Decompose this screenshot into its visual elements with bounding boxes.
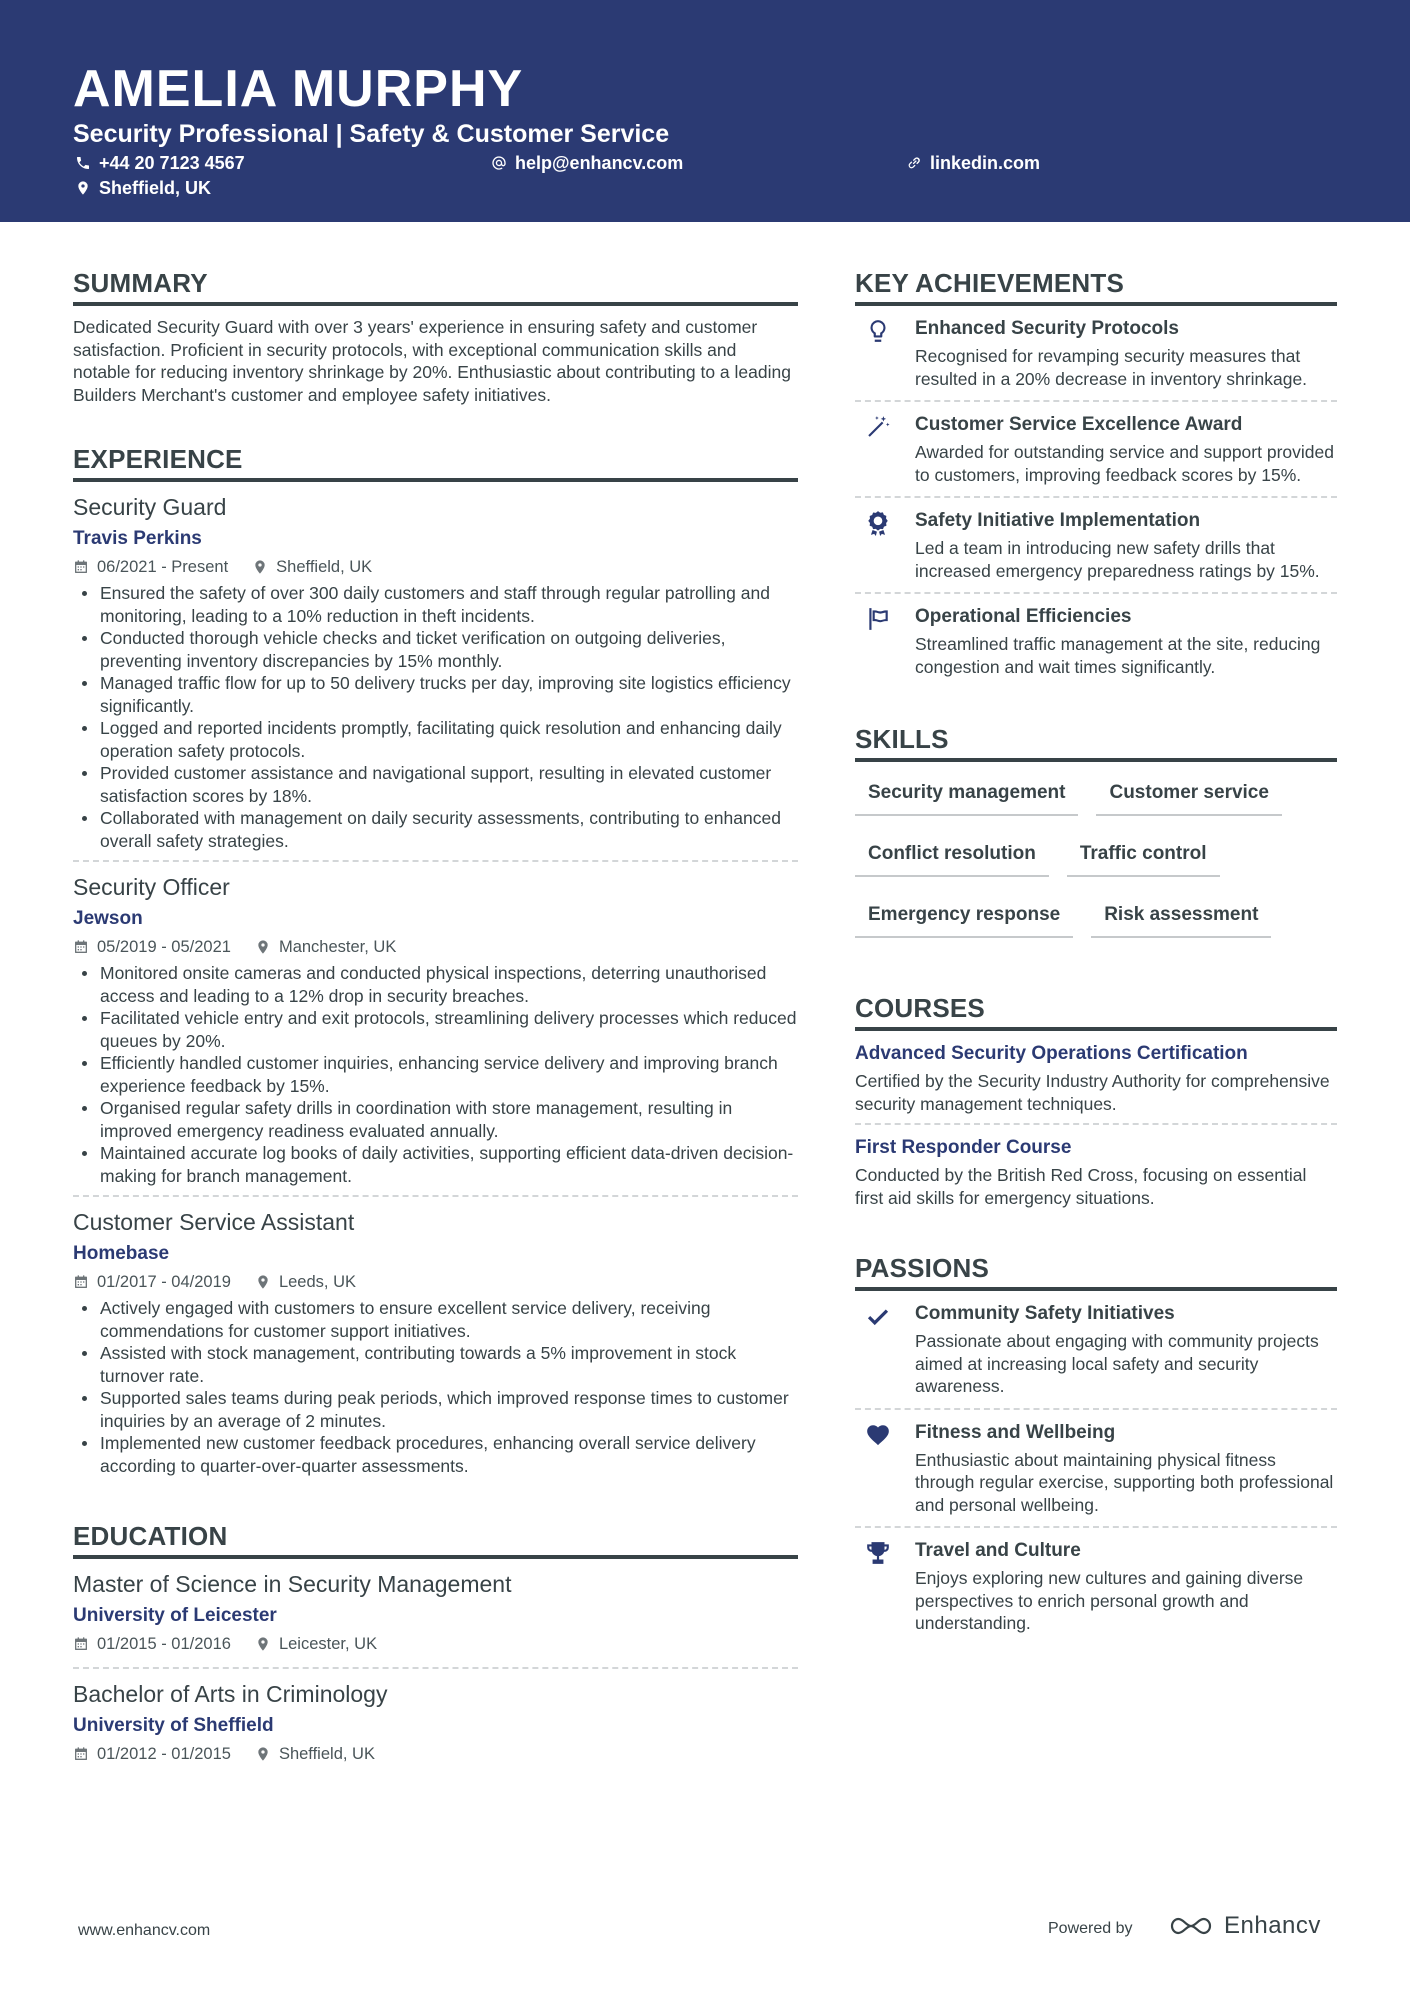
passion-item bbox=[855, 1538, 1337, 1645]
bullet-item: Organised regular safety drills in coordination with store management, resulting in improved emergency readiness evaluated annually. bbox=[73, 1097, 798, 1142]
bullet-item: Facilitated vehicle entry and exit protocols, streamlining delivery processes which reduced queues by 20%. bbox=[73, 1007, 798, 1052]
link-icon bbox=[906, 155, 922, 171]
job-location: Manchester, UK bbox=[278, 938, 397, 956]
email-contact[interactable] bbox=[491, 151, 683, 175]
location-pin-icon bbox=[255, 1274, 271, 1290]
courses-heading: COURSES bbox=[855, 991, 1337, 1031]
lightbulb-icon bbox=[865, 318, 891, 344]
passion-item bbox=[855, 1420, 1337, 1529]
checkmark-icon bbox=[865, 1303, 891, 1329]
phone-icon bbox=[75, 155, 91, 171]
phone-number: +44 20 7123 4567 bbox=[99, 153, 245, 173]
job-title: Security Guard bbox=[73, 494, 227, 520]
summary-heading: SUMMARY bbox=[73, 266, 798, 306]
at-icon bbox=[491, 155, 507, 171]
flag-icon bbox=[865, 606, 891, 632]
course-text: Conducted by the British Red Cross, focusing on essential first aid skills for emergency situations. bbox=[855, 1165, 1307, 1208]
skill-tag: Risk assessment bbox=[1091, 896, 1271, 938]
bullet-item: Implemented new customer feedback procedures, enhancing overall service delivery according to quarter-over-quarter assessments. bbox=[73, 1432, 798, 1477]
candidate-name: AMELIA MURPHY bbox=[73, 60, 524, 118]
achievement-item bbox=[855, 412, 1337, 498]
education-entry bbox=[73, 1569, 798, 1669]
bullet-item: Assisted with stock management, contributing towards a 5% improvement in stock turnover rate. bbox=[73, 1342, 798, 1387]
left-column bbox=[73, 266, 798, 1787]
enhancv-logo-icon bbox=[1168, 1914, 1214, 1938]
achievement-text: Led a team in introducing new safety drills that increased emergency preparedness ratings by 15%. bbox=[915, 538, 1320, 581]
passion-text: Enjoys exploring new cultures and gaining diverse perspectives to enrich personal growth and understanding. bbox=[915, 1568, 1304, 1633]
achievement-item bbox=[855, 604, 1337, 688]
course-title: Advanced Security Operations Certification bbox=[855, 1043, 1248, 1064]
course-title: First Responder Course bbox=[855, 1137, 1072, 1158]
job-entry bbox=[73, 492, 798, 862]
bullet-item: Efficiently handled customer inquiries, enhancing service delivery and improving branch experience feedback by 15%. bbox=[73, 1052, 798, 1097]
magic-wand-icon bbox=[865, 414, 891, 440]
heart-icon bbox=[865, 1422, 891, 1448]
job-location: Sheffield, UK bbox=[276, 558, 373, 576]
achievement-title: Operational Efficiencies bbox=[915, 606, 1132, 627]
location-pin-icon bbox=[252, 559, 268, 575]
linkedin-url: linkedin.com bbox=[930, 153, 1041, 173]
passions-heading: PASSIONS bbox=[855, 1251, 1337, 1291]
achievement-title: Customer Service Excellence Award bbox=[915, 414, 1243, 435]
passion-title: Community Safety Initiatives bbox=[915, 1303, 1175, 1324]
achievements-heading: KEY ACHIEVEMENTS bbox=[855, 266, 1337, 306]
job-bullets bbox=[73, 582, 798, 852]
location-text: Sheffield, UK bbox=[99, 178, 212, 198]
job-bullets bbox=[73, 1297, 798, 1477]
job-bullets bbox=[73, 962, 798, 1187]
experience-heading: EXPERIENCE bbox=[73, 442, 798, 482]
right-column bbox=[855, 266, 1337, 1645]
summary-text: Dedicated Security Guard with over 3 years' experience in ensuring safety and customer satisfaction. Proficient in security protocols, with exceptional communication skills and notable for reducing inventory shrinkage by 20%. Enthusiastic about contributing to a leading Builders Merchant's customer and employee safety initiatives. bbox=[73, 317, 791, 405]
calendar-icon bbox=[73, 1636, 89, 1652]
linkedin-contact[interactable] bbox=[906, 151, 1040, 175]
bullet-item: Collaborated with management on daily security assessments, contributing to enhanced overall safety strategies. bbox=[73, 807, 798, 852]
bullet-item: Maintained accurate log books of daily activities, supporting efficient data-driven decision-making for branch management. bbox=[73, 1142, 798, 1187]
calendar-icon bbox=[73, 1274, 89, 1290]
education-dates: 01/2015 - 01/2016 bbox=[97, 1635, 231, 1653]
job-meta bbox=[73, 556, 798, 578]
passion-text: Passionate about engaging with community projects aimed at increasing local safety and security awareness. bbox=[915, 1331, 1319, 1396]
company-name: Homebase bbox=[73, 1243, 170, 1264]
passion-item bbox=[855, 1301, 1337, 1410]
job-entry bbox=[73, 872, 798, 1197]
bullet-item: Logged and reported incidents promptly, facilitating quick resolution and enhancing daily operation safety protocols. bbox=[73, 717, 798, 762]
award-ribbon-icon bbox=[865, 510, 891, 536]
job-title: Customer Service Assistant bbox=[73, 1209, 355, 1235]
phone-contact[interactable] bbox=[75, 151, 245, 175]
education-dates: 01/2012 - 01/2015 bbox=[97, 1745, 231, 1763]
degree-title: Master of Science in Security Management bbox=[73, 1571, 512, 1597]
location-pin-icon bbox=[255, 1636, 271, 1652]
education-heading: EDUCATION bbox=[73, 1519, 798, 1559]
skill-tag: Traffic control bbox=[1067, 835, 1220, 877]
bullet-item: Conducted thorough vehicle checks and ticket verification on outgoing deliveries, preventing inventory discrepancies by 15% monthly. bbox=[73, 627, 798, 672]
company-name: Travis Perkins bbox=[73, 528, 202, 549]
school-name: University of Sheffield bbox=[73, 1715, 274, 1736]
bullet-item: Managed traffic flow for up to 50 delivery trucks per day, improving site logistics efficiency significantly. bbox=[73, 672, 798, 717]
skill-tag: Security management bbox=[855, 774, 1078, 816]
achievement-title: Safety Initiative Implementation bbox=[915, 510, 1201, 531]
course-item bbox=[855, 1135, 1337, 1217]
skills-heading: SKILLS bbox=[855, 722, 1337, 762]
calendar-icon bbox=[73, 559, 89, 575]
school-name: University of Leicester bbox=[73, 1605, 277, 1626]
achievement-title: Enhanced Security Protocols bbox=[915, 318, 1179, 339]
bullet-item: Ensured the safety of over 300 daily customers and staff through regular patrolling and monitoring, leading to a 10% reduction in theft incidents. bbox=[73, 582, 798, 627]
passion-title: Travel and Culture bbox=[915, 1540, 1081, 1561]
candidate-title: Security Professional | Safety & Customer Service bbox=[73, 120, 670, 148]
job-dates: 06/2021 - Present bbox=[97, 558, 229, 576]
education-location: Leicester, UK bbox=[278, 1635, 378, 1653]
course-text: Certified by the Security Industry Authority for comprehensive security management techniques. bbox=[855, 1071, 1330, 1114]
brand-logo[interactable] bbox=[1168, 1912, 1321, 1940]
location-pin-icon bbox=[75, 180, 91, 196]
job-meta bbox=[73, 936, 798, 958]
location-pin-icon bbox=[255, 939, 271, 955]
achievement-text: Recognised for revamping security measures that resulted in a 20% decrease in inventory shrinkage. bbox=[915, 346, 1308, 389]
passion-text: Enthusiastic about maintaining physical fitness through regular exercise, supporting both professional and personal wellbeing. bbox=[915, 1449, 1334, 1515]
bullet-item: Monitored onsite cameras and conducted physical inspections, deterring unauthorised access and leading to a 12% drop in security breaches. bbox=[73, 962, 798, 1007]
job-dates: 01/2017 - 04/2019 bbox=[97, 1273, 231, 1291]
footer-url[interactable]: www.enhancv.com bbox=[78, 1922, 211, 1939]
location-contact bbox=[75, 176, 211, 200]
bullet-item: Actively engaged with customers to ensure excellent service delivery, receiving commendations for customer support initiatives. bbox=[73, 1297, 798, 1342]
powered-by-label: Powered by bbox=[1048, 1920, 1133, 1937]
achievement-item bbox=[855, 316, 1337, 402]
course-item bbox=[855, 1041, 1337, 1125]
job-meta bbox=[73, 1271, 798, 1293]
achievement-text: Streamlined traffic management at the site, reducing congestion and wait times significantly. bbox=[915, 634, 1321, 677]
job-location: Leeds, UK bbox=[278, 1273, 356, 1291]
degree-title: Bachelor of Arts in Criminology bbox=[73, 1681, 388, 1707]
education-meta bbox=[73, 1633, 798, 1655]
calendar-icon bbox=[73, 939, 89, 955]
passion-title: Fitness and Wellbeing bbox=[915, 1421, 1116, 1443]
calendar-icon bbox=[73, 1746, 89, 1762]
achievement-text: Awarded for outstanding service and support provided to customers, improving feedback scores by 15%. bbox=[915, 442, 1334, 485]
job-entry bbox=[73, 1207, 798, 1485]
bullet-item: Supported sales teams during peak periods, which improved response times to customer inquiries by an average of 2 minutes. bbox=[73, 1387, 798, 1432]
education-location: Sheffield, UK bbox=[278, 1745, 375, 1763]
skill-tag: Emergency response bbox=[855, 896, 1073, 938]
job-title: Security Officer bbox=[73, 874, 230, 900]
achievement-item bbox=[855, 508, 1337, 594]
bullet-item: Provided customer assistance and navigational support, resulting in elevated customer satisfaction scores by 18%. bbox=[73, 762, 798, 807]
location-pin-icon bbox=[255, 1746, 271, 1762]
email-address: help@enhancv.com bbox=[515, 153, 684, 173]
company-name: Jewson bbox=[73, 908, 143, 929]
skill-tag: Customer service bbox=[1096, 774, 1281, 816]
header bbox=[0, 0, 1410, 222]
skills-list bbox=[855, 774, 1337, 957]
job-dates: 05/2019 - 05/2021 bbox=[97, 938, 231, 956]
trophy-icon bbox=[865, 1540, 891, 1566]
brand-name: Enhancv bbox=[1224, 1912, 1321, 1939]
skill-tag: Conflict resolution bbox=[855, 835, 1049, 877]
education-entry bbox=[73, 1679, 798, 1777]
education-meta bbox=[73, 1743, 798, 1765]
